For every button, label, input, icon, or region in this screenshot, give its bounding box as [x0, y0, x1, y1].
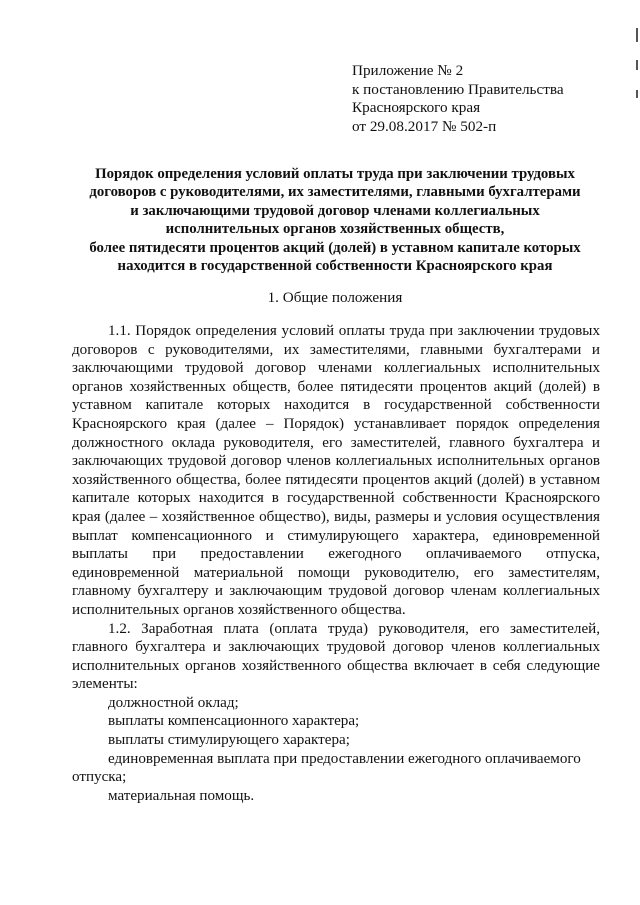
annex-reference: к постановлению Правительства [352, 80, 564, 98]
title-line: Порядок определения условий оплаты труда при заключении трудовых [95, 166, 575, 182]
list-item: единовременная выплата при предоставлении ежегодного оплачиваемого отпуска; [72, 750, 581, 786]
annex-header [352, 62, 612, 136]
annex-number: Приложение № 2 [352, 62, 464, 79]
document-title [50, 165, 620, 275]
section-heading: 1. Общие положения [267, 289, 403, 306]
paragraph-1-1: 1.1. Порядок определения условий оплаты труда при заключении трудовых договоров с руководителями, их заместителями, главными бухгалтерами и заключающими трудовой договор членами коллегиальных исполнительных органов хозяйственных обществ, более пятидесяти процентов акций (долей) в уставном капитале которых находится в государственной собственности Красноярского края (далее – Порядок) устанавливает порядок определения должностного оклада руководителя, его заместителей, главного бухгалтера и заключающих трудовой договор членов коллегиальных исполнительных органов хозяйственного общества, более пятидесяти процентов акций (долей) в уставном капитале которых находится в государственной собственности Красноярского края (далее – хозяйственное общество), виды, размеры и условия осуществления выплат компенсационного и стимулирующего характера, единовременной выплаты при предоставлении ежегодного оплачиваемого отпуска, единовременной материальной помощи руководителю, его заместителям, главному бухгалтеру и заключающим трудовой договор членам коллегиальных исполнительных органов хозяйственного общества. [72, 323, 600, 618]
title-line: исполнительных органов хозяйственных обществ, [165, 221, 505, 238]
annex-date: от 29.08.2017 № 502-п [352, 117, 497, 135]
title-line: договоров с руководителями, их заместителями, главными бухгалтерами [89, 184, 581, 201]
annex-region: Красноярского края [352, 99, 481, 116]
paragraph-1-2: 1.2. Заработная плата (оплата труда) руководителя, его заместителей, главного бухгалтера и заключающих трудовой договор членов коллегиальных исполнительных органов хозяйственного общества включает в себя следующие элементы: [72, 620, 600, 693]
scan-edge-marks [630, 28, 638, 118]
list-item: материальная помощь. [108, 787, 255, 804]
document-body [72, 322, 600, 805]
title-line: и заключающими трудовой договор членами коллегиальных [130, 202, 540, 219]
list-item: должностной оклад; [108, 694, 239, 711]
list-item: выплаты компенсационного характера; [108, 713, 360, 730]
title-line: более пятидесяти процентов акций (долей) в уставном капитале которых [89, 239, 581, 256]
title-line: находится в государственной собственности Красноярского края [117, 258, 553, 275]
list-item: выплаты стимулирующего характера; [108, 732, 350, 749]
